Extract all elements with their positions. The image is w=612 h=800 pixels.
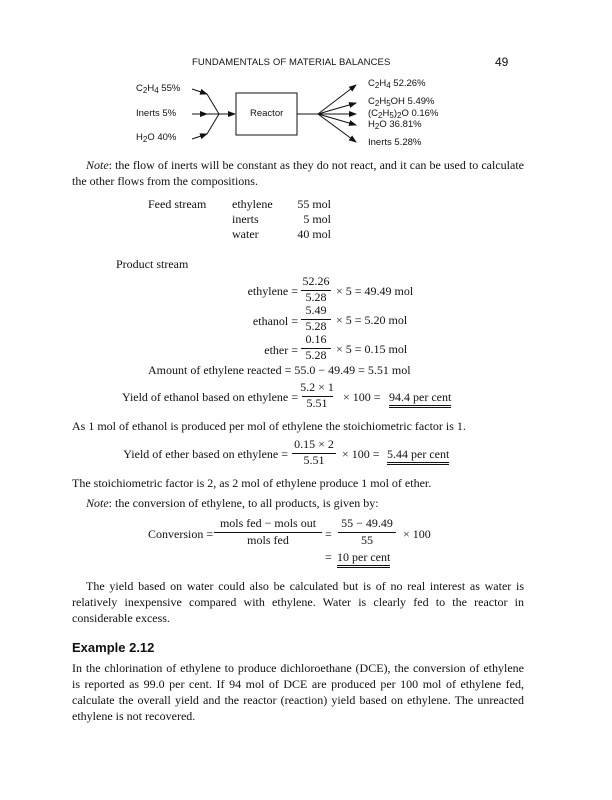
output-ether-label: $(C_2H_5)_2O$ 0.16% bbox=[368, 108, 439, 120]
yield-ethanol-den: 5.51 bbox=[306, 396, 328, 410]
eq-ethanol-num: 5.49 bbox=[305, 303, 327, 317]
conversion-den2: 55 bbox=[361, 533, 373, 547]
feed-value-inerts: 5 mol bbox=[303, 212, 331, 226]
yield-ethanol-result: 94.4 per cent bbox=[389, 390, 451, 408]
product-stream-label: Product stream bbox=[116, 257, 189, 271]
stoich-factor-ether: The stoichiometric factor is 2, as 2 mol of ethylene produce 1 mol of ether. bbox=[72, 476, 432, 490]
input-arrow-ethylene bbox=[192, 89, 207, 94]
example-heading: Example 2.12 bbox=[72, 640, 155, 655]
example-text: In the chlorination of ethylene to produce dichloroethane (DCE), the conversion of ethylene is reported as 99.0 per cent. If 94 mol of DCE are produced per 100 mol of ethylene fed, calculate the overall yield and the reactor (reaction) yield based on ethylene. The unreacted ethylene is not recovered. bbox=[72, 661, 524, 723]
yield-ether-mid: × 100 = bbox=[342, 447, 380, 461]
input-ethylene-label: $C_2H_4$ 55% bbox=[136, 83, 181, 95]
eq-ether-rhs: × 5 = 0.15 mol bbox=[336, 342, 408, 356]
conversion-den1: mols fed bbox=[247, 533, 289, 547]
yield-ether-lhs: Yield of ether based on ethylene = bbox=[123, 447, 288, 461]
yield-ether-den: 5.51 bbox=[303, 453, 325, 467]
reactor-label: Reactor bbox=[250, 108, 284, 119]
note-inerts: Note: the flow of inerts will be constant as they do not react, and it can be used to calculate the other flows from the compositions. bbox=[72, 158, 524, 188]
stoich-factor-ethanol: As 1 mol of ethanol is produced per mol of ethylene the stoichiometric factor is 1. bbox=[72, 419, 466, 433]
conversion-times: × 100 bbox=[403, 527, 431, 541]
feed-name-ethylene: ethylene bbox=[232, 197, 273, 211]
input-inerts-label: Inerts 5% bbox=[136, 108, 177, 119]
page-number: 49 bbox=[495, 55, 509, 69]
output-arrow-5 bbox=[318, 114, 356, 142]
eq-ethylene-lhs: ethylene = bbox=[247, 284, 298, 298]
output-arrow-4 bbox=[318, 114, 356, 125]
eq-ether-num: 0.16 bbox=[305, 332, 327, 346]
feed-value-water: 40 mol bbox=[297, 227, 331, 241]
feed-stream-label: Feed stream bbox=[148, 197, 207, 211]
output-ethanol-label: $C_2H_5OH$ 5.49% bbox=[368, 96, 435, 108]
input-water-label: $H_2O$ 40% bbox=[136, 132, 177, 144]
output-arrow-1 bbox=[318, 85, 356, 114]
water-yield-paragraph: The yield based on water could also be calculated but is of no real interest as water is relatively inexpensive compared with ethylene. Water is clearly fed to the reactor in considerable excess. bbox=[72, 579, 524, 625]
running-header: FUNDAMENTALS OF MATERIAL BALANCES bbox=[192, 57, 391, 68]
feed-name-water: water bbox=[232, 227, 259, 241]
eq-ether-lhs: ether = bbox=[264, 343, 298, 357]
feed-value-ethylene: 55 mol bbox=[297, 197, 331, 211]
yield-ethanol-num: 5.2 × 1 bbox=[300, 380, 334, 394]
eq-ethylene-num: 52.26 bbox=[302, 274, 330, 288]
input-arrow-water bbox=[192, 134, 207, 139]
conversion-result-eq: = bbox=[325, 550, 332, 564]
output-inerts-label: Inerts 5.28% bbox=[368, 137, 422, 148]
eq-ethylene-den: 5.28 bbox=[305, 290, 327, 304]
yield-ether-result: 5.44 per cent bbox=[387, 447, 449, 465]
feed-name-inerts: inerts bbox=[232, 212, 259, 226]
output-ethylene-label: $C_2H_4$ 52.26% bbox=[368, 78, 426, 90]
output-arrow-2 bbox=[318, 103, 356, 114]
eq-ethanol-rhs: × 5 = 5.20 mol bbox=[336, 313, 408, 327]
conversion-num1: mols fed − mols out bbox=[219, 516, 317, 530]
ethylene-reacted: Amount of ethylene reacted = 55.0 − 49.49 = 5.51 mol bbox=[148, 363, 411, 377]
eq-ethanol-den: 5.28 bbox=[305, 319, 327, 333]
conversion-eq: = bbox=[325, 527, 332, 541]
yield-ethanol-mid: × 100 = bbox=[343, 390, 381, 404]
conversion-result: 10 per cent bbox=[337, 550, 390, 568]
mixer-line-3 bbox=[207, 114, 219, 134]
eq-ethylene-rhs: × 5 = 49.49 mol bbox=[336, 284, 414, 298]
eq-ether-den: 5.28 bbox=[305, 348, 327, 362]
output-water-label: $H_2O$ 36.81% bbox=[368, 119, 422, 131]
mixer-line-1 bbox=[207, 94, 219, 114]
yield-ether-num: 0.15 × 2 bbox=[294, 437, 334, 451]
eq-ethanol-lhs: ethanol = bbox=[252, 314, 298, 328]
yield-ethanol-lhs: Yield of ethanol based on ethylene = bbox=[121, 390, 298, 404]
conversion-num2: 55 − 49.49 bbox=[341, 516, 393, 530]
conversion-lhs: Conversion = bbox=[148, 527, 214, 541]
note-conversion: Note: the conversion of ethylene, to all products, is given by: bbox=[86, 496, 379, 510]
